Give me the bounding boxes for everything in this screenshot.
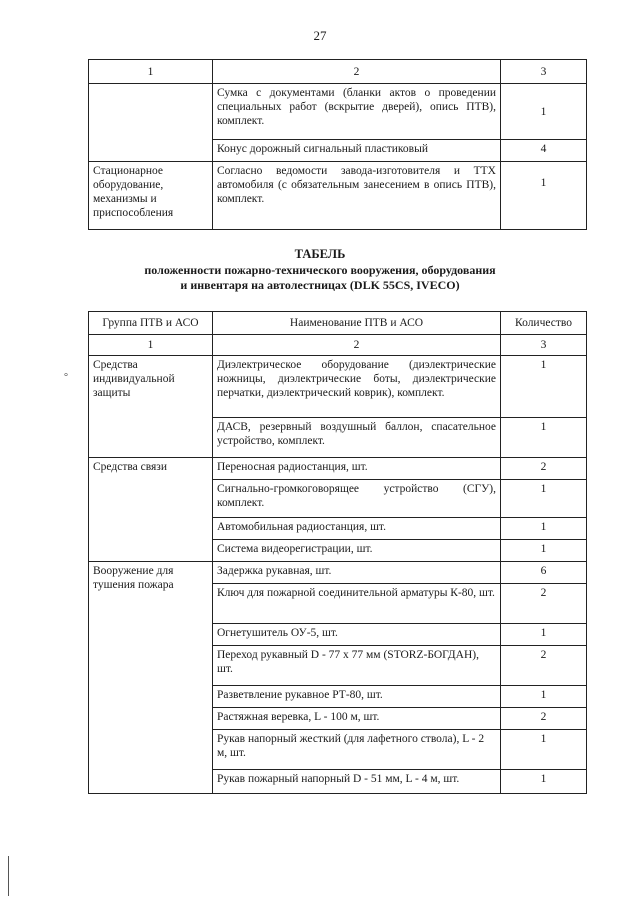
item-qty: 4 xyxy=(501,140,587,162)
item-qty: 2 xyxy=(501,646,587,686)
item-name: Огнетушитель ОУ-5, шт. xyxy=(213,624,501,646)
group-cell: Средства связи xyxy=(89,458,213,562)
item-name: Диэлектрическое оборудование (диэлектрические ножницы, диэлектрические боты, диэлектрические перчатки, диэлектрический коврик), комплект. xyxy=(213,356,501,418)
table-subtitle: положенности пожарно-технического вооружения, оборудования xyxy=(144,263,496,277)
item-name: Рукав пожарный напорный D - 51 мм, L - 4 м, шт. xyxy=(213,770,501,794)
item-name: Переносная радиостанция, шт. xyxy=(213,458,501,480)
item-name: Сигнально-громкоговорящее устройство (СГУ), комплект. xyxy=(213,480,501,518)
scan-edge-line xyxy=(8,856,9,896)
item-qty: 1 xyxy=(501,162,587,230)
col-num-2: 2 xyxy=(213,335,501,356)
table-row xyxy=(89,162,587,230)
column-header-name: Наименование ПТВ и АСО xyxy=(213,312,501,335)
table-continuation xyxy=(88,59,587,230)
column-header-qty: Количество xyxy=(501,312,587,335)
table-title: ТАБЕЛЬ xyxy=(294,247,346,261)
item-qty: 1 xyxy=(501,730,587,770)
item-qty: 1 xyxy=(501,770,587,794)
item-name: ДАСВ, резервный воздушный баллон, спасательное устройство, комплект. xyxy=(213,418,501,458)
item-qty: 6 xyxy=(501,562,587,584)
col-num-1: 1 xyxy=(89,335,213,356)
item-name: Система видеорегистрации, шт. xyxy=(213,540,501,562)
col-num-1: 1 xyxy=(89,60,213,84)
item-qty: 1 xyxy=(501,624,587,646)
item-name: Согласно ведомости завода-изготовителя и ТТХ автомобиля (с обязательным занесением в опись ПТВ), комплект. xyxy=(213,162,501,230)
item-qty: 1 xyxy=(501,480,587,518)
item-qty: 1 xyxy=(501,418,587,458)
group-cell-empty xyxy=(89,84,213,162)
item-name: Сумка с документами (бланки актов о проведении специальных работ (вскрытие дверей), опись ПТВ), комплект. xyxy=(213,84,501,140)
item-name: Задержка рукавная, шт. xyxy=(213,562,501,584)
item-qty: 1 xyxy=(501,686,587,708)
item-qty: 1 xyxy=(501,518,587,540)
table-header-row xyxy=(89,60,587,84)
equipment-table xyxy=(88,311,587,794)
item-name: Переход рукавный D - 77 х 77 мм (STORZ-БОГДАН), шт. xyxy=(213,646,501,686)
item-qty: 2 xyxy=(501,458,587,480)
table-row xyxy=(89,562,587,584)
column-header-group: Группа ПТВ и АСО xyxy=(89,312,213,335)
group-cell: Стационарное оборудование, механизмы и приспособления xyxy=(89,162,213,230)
scan-artifact-dot: ° xyxy=(64,372,68,383)
table-row xyxy=(89,356,587,418)
col-num-3: 3 xyxy=(501,60,587,84)
item-qty: 2 xyxy=(501,708,587,730)
group-cell: Вооружение для тушения пожара xyxy=(89,562,213,794)
group-cell: Средства индивидуальной защиты xyxy=(89,356,213,458)
table-number-row xyxy=(89,335,587,356)
table-row xyxy=(89,84,587,140)
item-qty: 2 xyxy=(501,584,587,624)
table-row xyxy=(89,458,587,480)
item-name: Ключ для пожарной соединительной арматуры К-80, шт. xyxy=(213,584,501,624)
item-name: Автомобильная радиостанция, шт. xyxy=(213,518,501,540)
col-num-2: 2 xyxy=(213,60,501,84)
item-name: Растяжная веревка, L - 100 м, шт. xyxy=(213,708,501,730)
page-number: 27 xyxy=(313,28,327,43)
item-qty: 1 xyxy=(501,540,587,562)
item-qty: 1 xyxy=(501,84,587,140)
item-name: Конус дорожный сигнальный пластиковый xyxy=(213,140,501,162)
item-name: Разветвление рукавное РТ-80, шт. xyxy=(213,686,501,708)
table-subtitle-2: и инвентаря на автолестницах (DLK 55CS, IVECO) xyxy=(180,278,460,292)
table-header-row xyxy=(89,312,587,335)
item-name: Рукав напорный жесткий (для лафетного ствола), L - 2 м, шт. xyxy=(213,730,501,770)
col-num-3: 3 xyxy=(501,335,587,356)
item-qty: 1 xyxy=(501,356,587,418)
